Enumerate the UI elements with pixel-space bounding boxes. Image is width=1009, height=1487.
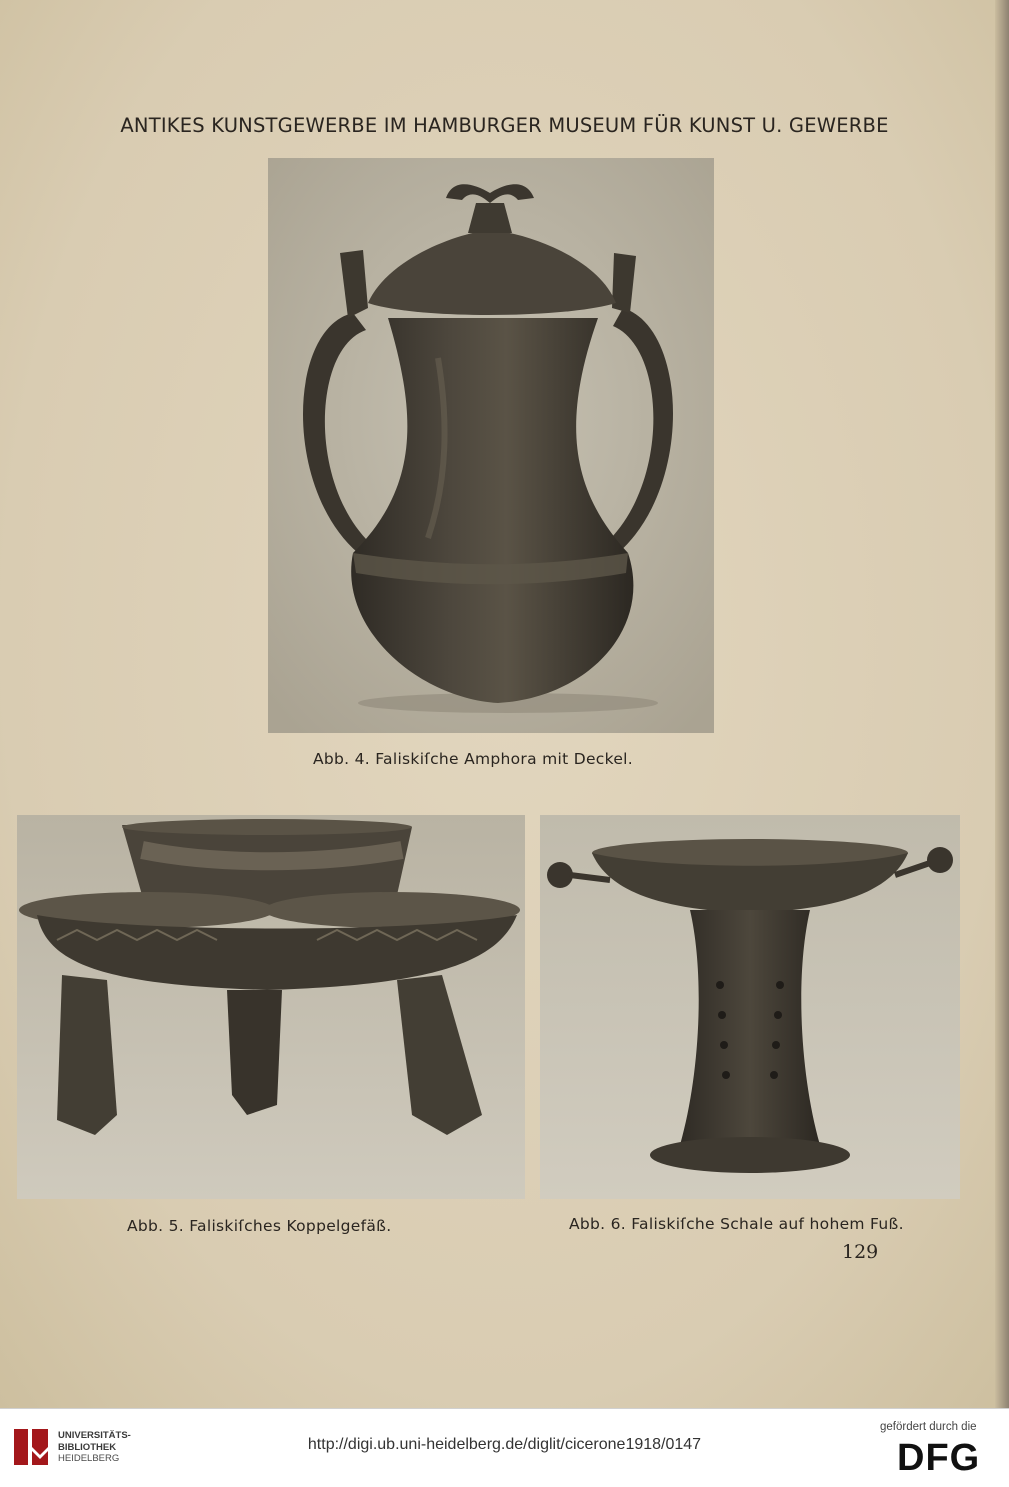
funding-note: gefördert durch die (880, 1421, 977, 1433)
library-name-line-1: UNIVERSITÄTS- (58, 1430, 131, 1441)
library-name-line-3: HEIDELBERG (58, 1453, 120, 1464)
footer-bar (0, 1408, 1009, 1487)
dfg-logo: DFG (897, 1437, 981, 1479)
figure-4-caption: Abb. 4. Faliskiſche Amphora mit Deckel. (313, 750, 634, 768)
footed-bowl-illustration (540, 815, 960, 1199)
page-edge-shadow (995, 0, 1009, 1408)
running-head: ANTIKES KUNSTGEWERBE IM HAMBURGER MUSEUM FÜR KUNST U. GEWERBE (120, 114, 889, 137)
koppelgefaess-illustration (17, 815, 525, 1199)
figure-4-photo (268, 158, 714, 733)
page-number: 129 (842, 1241, 879, 1263)
permalink-link[interactable]: http://digi.ub.uni-heidelberg.de/diglit/cicerone1918/0147 (307, 1436, 702, 1453)
figure-6-caption: Abb. 6. Faliskiſche Schale auf hohem Fuß. (569, 1215, 904, 1233)
amphora-illustration (268, 158, 714, 733)
library-name-line-2: BIBLIOTHEK (58, 1441, 117, 1453)
figure-6-photo (540, 815, 960, 1199)
figure-5-caption: Abb. 5. Faliskiſches Koppelgefäß. (127, 1217, 392, 1235)
figure-5-photo (17, 815, 525, 1199)
